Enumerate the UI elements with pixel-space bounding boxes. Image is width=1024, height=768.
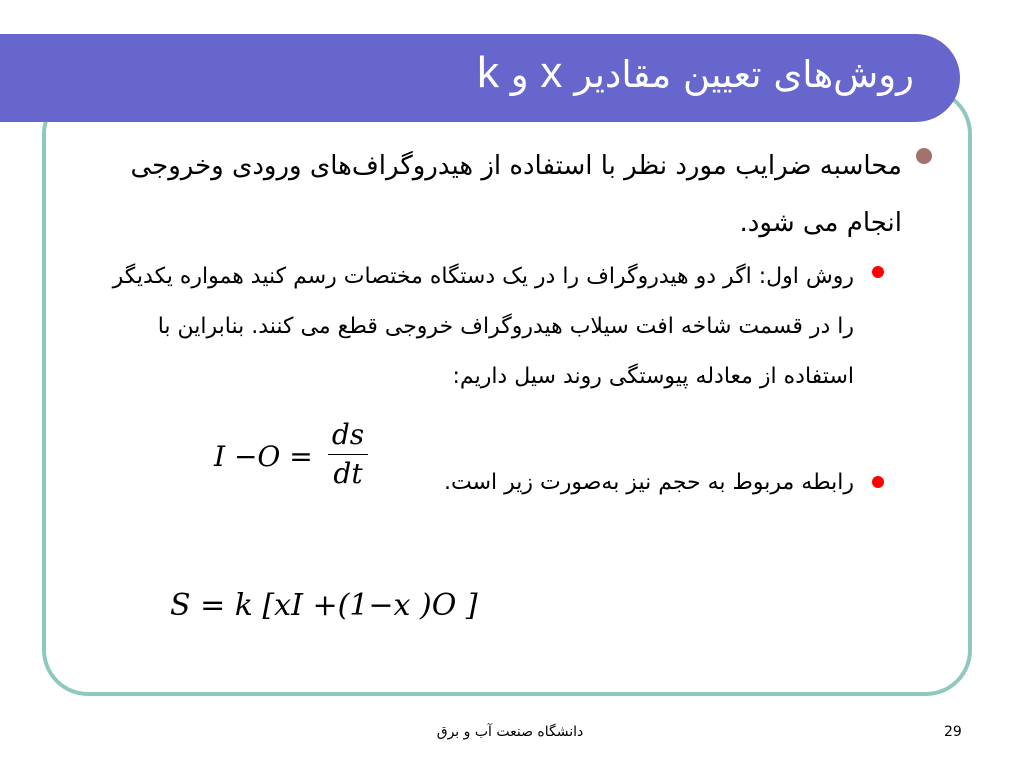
- bullet-sub-2: [872, 476, 884, 488]
- continuity-denominator: dt: [333, 457, 363, 490]
- slide-title: [477, 48, 914, 98]
- page-number: 29: [944, 724, 962, 740]
- title-conj: و: [510, 53, 529, 96]
- fraction-bar: [328, 454, 368, 455]
- paragraph-volume: رابطه مربوط به حجم نیز به‌صورت زیر است.: [444, 470, 854, 495]
- bullet-main: [916, 148, 932, 164]
- title-var-x: x: [540, 48, 563, 97]
- footer-university: دانشگاه صنعت آب و برق: [436, 724, 584, 740]
- paragraph-method-one: روش اول: اگر دو هیدروگراف را در یک دستگاه مختصات رسم کنید همواره یکدیگر را در قسمت شاخه افت سیلاب هیدروگراف خروجی قطع می کنند. بنابراین با استفاده از معادله پیوستگی روند سیل داریم:: [112, 264, 854, 389]
- continuity-fraction: [328, 418, 368, 490]
- storage-equation: S = k [xI +(1−x )O ]: [170, 588, 478, 623]
- continuity-lhs: I −O =: [214, 440, 313, 473]
- continuity-numerator: ds: [331, 418, 365, 451]
- title-var-k: k: [477, 48, 500, 97]
- title-text: روش‌های تعیین مقادیر: [574, 53, 914, 96]
- paragraph-main: محاسبه ضرایب مورد نظر با استفاده از هیدروگراف‌های ورودی وخروجی انجام می شود.: [130, 151, 902, 238]
- bullet-sub-1: [872, 266, 884, 278]
